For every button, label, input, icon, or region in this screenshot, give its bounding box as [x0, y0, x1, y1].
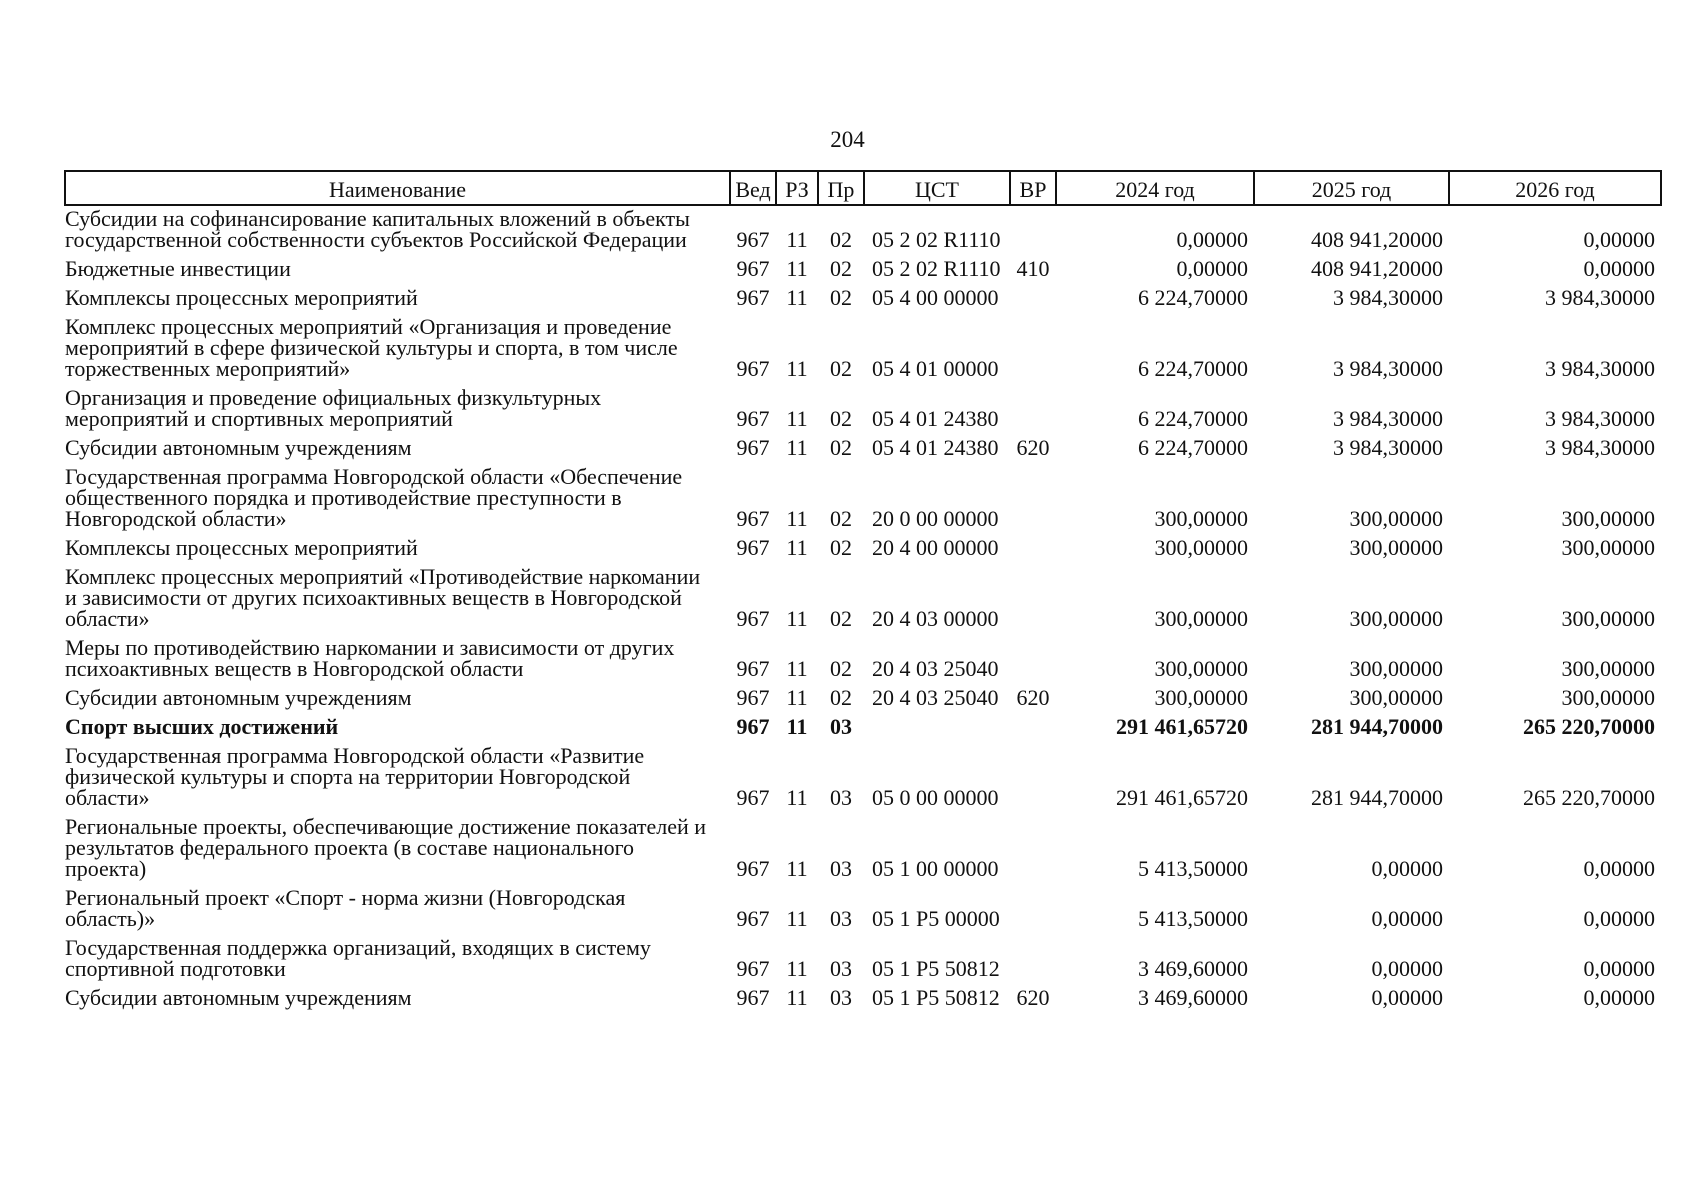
cell-ved: 967 [736, 606, 770, 631]
cell-2026: 265 220,70000 [1523, 785, 1655, 810]
cell-2026: 300,00000 [1561, 506, 1655, 531]
cell-ved: 967 [736, 435, 770, 460]
cell-2025: 0,00000 [1371, 906, 1443, 931]
cell-cst: 05 2 02 R1110 [872, 256, 1001, 281]
cell-vr [1010, 464, 1056, 535]
cell-rz: 11 [786, 535, 808, 560]
cell-2025: 3 984,30000 [1333, 435, 1443, 460]
cell-name: Комплекс процессных мероприятий «Противодействие наркомании и зависимости от других психоактивных веществ в Новгородской области» [65, 564, 701, 631]
cell-name: Субсидии автономным учреждениям [65, 435, 412, 460]
cell-2026: 3 984,30000 [1545, 356, 1655, 381]
table-row [65, 814, 1661, 885]
cell-vr [1010, 714, 1056, 743]
cell-pr: 02 [830, 435, 852, 460]
cell-2025: 408 941,20000 [1311, 256, 1443, 281]
cell-cst: 20 4 00 00000 [872, 535, 999, 560]
cell-ved: 967 [736, 906, 770, 931]
cell-vr: 620 [1016, 435, 1050, 460]
cell-2026: 0,00000 [1583, 956, 1655, 981]
cell-name: Комплекс процессных мероприятий «Организация и проведение мероприятий в сфере физической культуры и спорта, в том числе торжественных мероприятий» [65, 314, 678, 381]
cell-name: Комплексы процессных мероприятий [65, 535, 418, 560]
header-ved: Вед [730, 171, 776, 205]
table-row [65, 685, 1661, 714]
cell-name: Субсидии автономным учреждениям [65, 685, 412, 710]
cell-2024: 0,00000 [1176, 227, 1248, 252]
cell-rz: 11 [786, 956, 808, 981]
table-row [65, 535, 1661, 564]
table-row [65, 743, 1661, 814]
cell-vr [1010, 885, 1056, 935]
cell-cst: 20 0 00 00000 [872, 506, 999, 531]
cell-2026: 3 984,30000 [1545, 285, 1655, 310]
cell-2024: 0,00000 [1176, 256, 1248, 281]
table-row [65, 256, 1661, 285]
cell-vr: 620 [1016, 685, 1050, 710]
cell-name: Субсидии на софинансирование капитальных вложений в объекты государственной собственности субъектов Российской Федерации [65, 206, 690, 252]
cell-vr [1010, 385, 1056, 435]
cell-name: Комплексы процессных мероприятий [65, 285, 418, 310]
cell-rz: 11 [786, 656, 808, 681]
cell-ved: 967 [736, 685, 770, 710]
cell-2024: 6 224,70000 [1138, 406, 1248, 431]
cell-rz: 11 [786, 435, 808, 460]
table-row [65, 314, 1661, 385]
cell-2026: 3 984,30000 [1545, 435, 1655, 460]
cell-ved: 967 [736, 856, 770, 881]
table-header-row [65, 171, 1661, 205]
cell-cst: 20 4 03 25040 [872, 656, 999, 681]
cell-cst: 05 0 00 00000 [872, 785, 999, 810]
cell-vr [1010, 814, 1056, 885]
table-row [65, 435, 1661, 464]
cell-pr: 02 [830, 356, 852, 381]
cell-vr: 620 [1016, 985, 1050, 1010]
cell-2025: 300,00000 [1349, 506, 1443, 531]
cell-2024: 5 413,50000 [1138, 856, 1248, 881]
cell-cst [864, 714, 1010, 743]
header-vr: ВР [1010, 171, 1056, 205]
cell-pr: 02 [830, 506, 852, 531]
cell-name: Государственная поддержка организаций, входящих в систему спортивной подготовки [65, 935, 651, 981]
cell-rz: 11 [786, 785, 808, 810]
cell-2024: 300,00000 [1154, 606, 1248, 631]
cell-ved: 967 [736, 506, 770, 531]
cell-2026: 0,00000 [1583, 985, 1655, 1010]
cell-vr [1010, 285, 1056, 314]
cell-2026: 300,00000 [1561, 535, 1655, 560]
cell-pr: 03 [830, 785, 852, 810]
cell-2024: 300,00000 [1154, 685, 1248, 710]
table-row [65, 935, 1661, 985]
cell-2025: 3 984,30000 [1333, 406, 1443, 431]
cell-2024: 300,00000 [1154, 656, 1248, 681]
cell-2025: 0,00000 [1371, 985, 1443, 1010]
cell-cst: 05 4 01 24380 [872, 435, 999, 460]
cell-ved: 967 [736, 535, 770, 560]
cell-2024: 6 224,70000 [1138, 435, 1248, 460]
header-2026: 2026 год [1449, 171, 1661, 205]
cell-2025: 300,00000 [1349, 606, 1443, 631]
cell-rz: 11 [786, 406, 808, 431]
cell-cst: 05 4 01 24380 [872, 406, 999, 431]
cell-cst: 05 2 02 R1110 [872, 227, 1001, 252]
cell-2024: 3 469,60000 [1138, 956, 1248, 981]
cell-cst: 05 1 P5 50812 [872, 985, 1000, 1010]
cell-name: Региональные проекты, обеспечивающие достижение показателей и результатов федерального проекта (в составе национального проекта) [65, 814, 707, 881]
cell-2024: 291 461,65720 [1116, 714, 1248, 739]
cell-2025: 0,00000 [1371, 856, 1443, 881]
cell-ved: 967 [736, 956, 770, 981]
header-pr: Пр [818, 171, 864, 205]
cell-ved: 967 [736, 406, 770, 431]
cell-rz: 11 [786, 985, 808, 1010]
cell-vr [1010, 635, 1056, 685]
cell-pr: 02 [830, 685, 852, 710]
cell-2025: 281 944,70000 [1311, 785, 1443, 810]
cell-ved: 967 [736, 714, 770, 739]
cell-pr: 02 [830, 285, 852, 310]
cell-rz: 11 [786, 227, 808, 252]
cell-2024: 300,00000 [1154, 506, 1248, 531]
cell-2024: 3 469,60000 [1138, 985, 1248, 1010]
cell-2025: 408 941,20000 [1311, 227, 1443, 252]
page-number: 204 [830, 127, 865, 152]
cell-2026: 300,00000 [1561, 606, 1655, 631]
cell-name: Государственная программа Новгородской области «Обеспечение общественного порядка и противодействие преступности в Новгородской области» [65, 464, 683, 531]
cell-2025: 300,00000 [1349, 535, 1443, 560]
cell-ved: 967 [736, 656, 770, 681]
cell-2025: 0,00000 [1371, 956, 1443, 981]
cell-ved: 967 [736, 227, 770, 252]
cell-vr [1010, 743, 1056, 814]
cell-cst: 20 4 03 00000 [872, 606, 999, 631]
table-row [65, 714, 1661, 743]
header-2024: 2024 год [1056, 171, 1254, 205]
cell-rz: 11 [786, 356, 808, 381]
cell-pr: 02 [830, 256, 852, 281]
table-row [65, 885, 1661, 935]
table-row [65, 985, 1661, 1014]
header-rz: РЗ [776, 171, 818, 205]
header-2025: 2025 год [1254, 171, 1449, 205]
table-row [65, 285, 1661, 314]
cell-rz: 11 [786, 685, 808, 710]
cell-name: Меры по противодействию наркомании и зависимости от других психоактивных веществ в Новгородской области [65, 635, 675, 681]
cell-ved: 967 [736, 785, 770, 810]
cell-cst: 05 4 01 00000 [872, 356, 999, 381]
table-row [65, 635, 1661, 685]
cell-cst: 05 1 00 00000 [872, 856, 999, 881]
cell-rz: 11 [786, 856, 808, 881]
table-row [65, 464, 1661, 535]
cell-2025: 3 984,30000 [1333, 285, 1443, 310]
cell-vr [1010, 314, 1056, 385]
cell-pr: 02 [830, 656, 852, 681]
table-row [65, 385, 1661, 435]
cell-2024: 6 224,70000 [1138, 356, 1248, 381]
cell-rz: 11 [786, 285, 808, 310]
table-body [65, 205, 1661, 1014]
cell-pr: 03 [830, 906, 852, 931]
cell-2024: 291 461,65720 [1116, 785, 1248, 810]
cell-2026: 0,00000 [1583, 906, 1655, 931]
cell-ved: 967 [736, 985, 770, 1010]
cell-2024: 300,00000 [1154, 535, 1248, 560]
cell-ved: 967 [736, 285, 770, 310]
cell-2025: 300,00000 [1349, 656, 1443, 681]
cell-vr: 410 [1016, 256, 1050, 281]
cell-2025: 300,00000 [1349, 685, 1443, 710]
cell-name: Государственная программа Новгородской области «Развитие физической культуры и спорта на территории Новгородской области» [65, 743, 645, 810]
cell-2026: 300,00000 [1561, 656, 1655, 681]
cell-rz: 11 [786, 906, 808, 931]
cell-cst: 20 4 03 25040 [872, 685, 999, 710]
cell-name: Организация и проведение официальных физкультурных мероприятий и спортивных мероприятий [65, 385, 602, 431]
cell-2025: 281 944,70000 [1311, 714, 1443, 739]
cell-2026: 3 984,30000 [1545, 406, 1655, 431]
cell-2026: 0,00000 [1583, 856, 1655, 881]
cell-pr: 02 [830, 406, 852, 431]
cell-cst: 05 1 P5 50812 [872, 956, 1000, 981]
cell-rz: 11 [786, 506, 808, 531]
cell-vr [1010, 535, 1056, 564]
cell-pr: 02 [830, 606, 852, 631]
cell-rz: 11 [786, 606, 808, 631]
table-row [65, 564, 1661, 635]
cell-cst: 05 1 P5 00000 [872, 906, 1000, 931]
header-name: Наименование [65, 171, 730, 205]
cell-name: Спорт высших достижений [65, 714, 339, 739]
cell-2026: 0,00000 [1583, 227, 1655, 252]
cell-rz: 11 [786, 714, 808, 739]
cell-name: Бюджетные инвестиции [65, 256, 291, 281]
cell-pr: 02 [830, 227, 852, 252]
cell-pr: 02 [830, 535, 852, 560]
cell-name: Региональный проект «Спорт - норма жизни (Новгородская область)» [65, 885, 626, 931]
cell-ved: 967 [736, 356, 770, 381]
header-cst: ЦСТ [864, 171, 1010, 205]
cell-2025: 3 984,30000 [1333, 356, 1443, 381]
cell-vr [1010, 205, 1056, 256]
cell-2026: 300,00000 [1561, 685, 1655, 710]
table-row [65, 205, 1661, 256]
cell-rz: 11 [786, 256, 808, 281]
cell-pr: 03 [830, 956, 852, 981]
cell-vr [1010, 564, 1056, 635]
cell-vr [1010, 935, 1056, 985]
cell-2026: 265 220,70000 [1523, 714, 1655, 739]
cell-2026: 0,00000 [1583, 256, 1655, 281]
cell-name: Субсидии автономным учреждениям [65, 985, 412, 1010]
cell-pr: 03 [830, 714, 852, 739]
cell-ved: 967 [736, 256, 770, 281]
cell-2024: 6 224,70000 [1138, 285, 1248, 310]
budget-table [64, 170, 1662, 1014]
cell-2024: 5 413,50000 [1138, 906, 1248, 931]
cell-pr: 03 [830, 856, 852, 881]
cell-cst: 05 4 00 00000 [872, 285, 999, 310]
cell-pr: 03 [830, 985, 852, 1010]
